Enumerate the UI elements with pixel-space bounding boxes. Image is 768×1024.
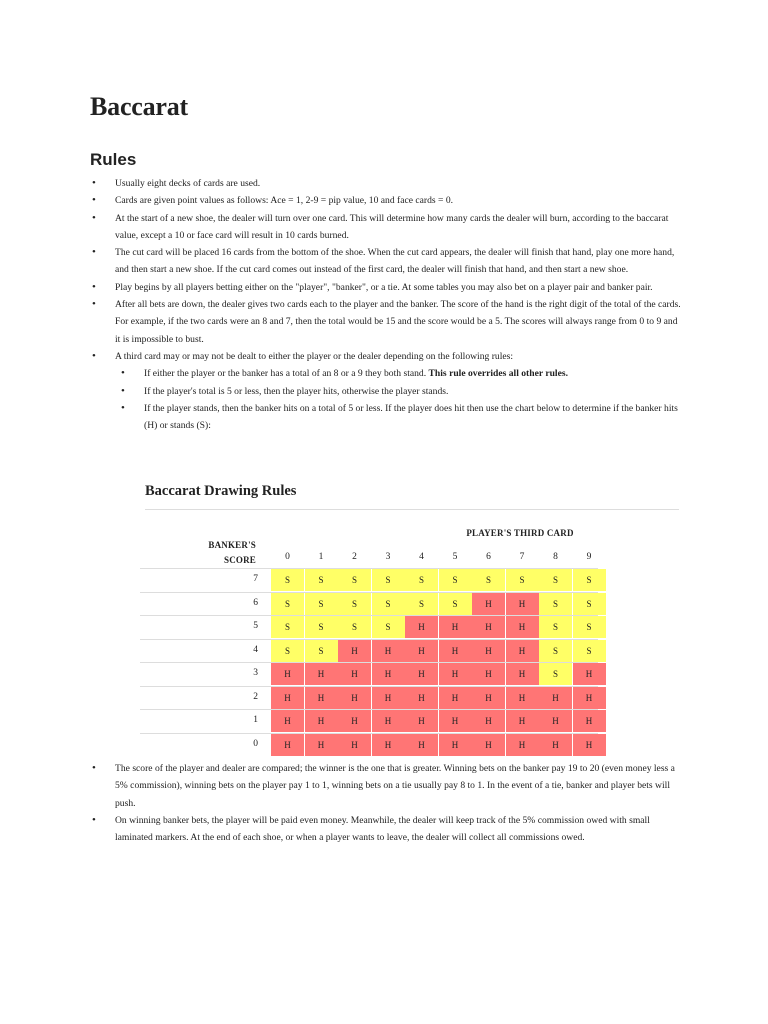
column-header: 9 [586,552,592,562]
column-header: 0 [285,552,290,562]
chart-cell: H [271,734,304,756]
chart-cell: S [271,569,304,591]
chart-cell: S [439,569,472,591]
row-header: 5 [253,621,258,631]
chart-cell: S [539,663,572,685]
chart-cell: S [372,616,405,638]
chart-cell: S [539,616,572,638]
rules-list [92,175,682,434]
chart-cell: S [573,640,606,662]
list-item: • At the start of a new shoe, the dealer will turn over one card. This will determine how many cards the dealer will burn, according to the baccarat value, except a 10 or face card will result in 10 cards burned. [92,210,682,245]
chart-cell: H [539,734,572,756]
chart-cell: H [405,710,438,732]
chart-cell: S [439,593,472,615]
chart-cell: H [372,687,405,709]
chart-cell: H [573,663,606,685]
chart-cell: S [539,593,572,615]
chart-cell: H [439,710,472,732]
chart-cell: S [305,616,338,638]
chart-cell: S [405,569,438,591]
chart-cell: S [271,640,304,662]
chart-cell: H [472,640,505,662]
chart-cell: S [573,593,606,615]
row-header: 4 [253,644,258,655]
list-item: • The cut card will be placed 16 cards from the bottom of the shoe. When the cut card appears, the dealer will finish that hand, play one more hand, and then start a new shoe. If the cut card comes out instead of the first card, the dealer will finish that hand, and then start a new shoe. [92,244,682,279]
chart-cell: H [338,734,371,756]
chart-cell: H [472,663,505,685]
chart-cell: H [372,663,405,685]
chart-cell: H [338,710,371,732]
chart-cell: H [338,640,371,662]
chart-cell: H [439,734,472,756]
chart-cell: H [439,616,472,638]
chart-cell: H [506,616,539,638]
chart-cell: S [573,616,606,638]
chart-cell: H [305,663,338,685]
chart-cell: H [472,687,505,709]
chart-cell: H [472,734,505,756]
chart-cell: H [271,710,304,732]
chart-cell: H [439,640,472,662]
section-title-rules: Rules [90,150,137,169]
chart-cell: H [472,616,505,638]
row-header: 1 [253,715,258,725]
chart-cell: H [372,710,405,732]
chart-cell: S [472,569,505,591]
chart-cell: H [372,640,405,662]
chart-cell: H [305,687,338,709]
chart-cell: H [439,687,472,709]
row-header: 6 [253,597,258,608]
chart-cell: H [338,663,371,685]
sub-rules-list [115,365,682,434]
chart-cell: S [506,569,539,591]
chart-cell: H [305,710,338,732]
row-header: 2 [253,691,258,702]
chart-cell: H [573,687,606,709]
sub-list-item: • If the player stands, then the banker hits on a total of 5 or less. If the player does hit then use the chart below to determine if the banker hits (H) or stands (S): [121,400,682,435]
chart-cell: H [405,687,438,709]
chart-cell: H [573,710,606,732]
chart-cell: S [338,616,371,638]
third-card-intro: A third card may or may not be dealt to either the player or the dealer depending on the following rules: [115,350,514,362]
list-item: • After all bets are down, the dealer gives two cards each to the player and the banker. The score of the hand is the right digit of the total of the cards. For example, if the two cards were an 8 and 7, then the total would be 15 and the score would be a 5. The scores will always range from 0 to 9 and it is impossible to bust. [92,296,682,348]
chart-cell: H [506,593,539,615]
chart-cell: S [271,616,304,638]
sub-rule-text: If either the player or the banker has a total of an 8 or a 9 they both stand. [144,368,427,380]
row-header: 3 [253,668,258,678]
chart-cell: S [305,640,338,662]
chart-cell: H [506,663,539,685]
chart-cell: H [372,734,405,756]
list-item: • Cards are given point values as follows: Ace = 1, 2-9 = pip value, 10 and face cards = 0. [92,192,682,209]
row-header: 0 [253,738,258,749]
bankers-label-line-1: BANKER'S [208,540,256,550]
chart-cell: H [472,593,505,615]
chart-cell: S [405,593,438,615]
chart-cell: H [439,663,472,685]
list-item: • On winning banker bets, the player will be paid even money. Meanwhile, the dealer will keep track of the 5% commission owed with small laminated markers. At the end of each shoe, or when a player wants to leave, the dealer will collect all commissions owed. [92,812,682,847]
chart-cell: H [506,710,539,732]
rules-list-continued [92,760,682,846]
chart-title: Baccarat Drawing Rules [145,483,297,499]
sub-list-item: • If the player's total is 5 or less, then the player hits, otherwise the player stands. [121,383,682,400]
chart-cell: H [271,687,304,709]
column-header: 7 [519,552,525,562]
chart-cell: H [405,640,438,662]
list-item: • The score of the player and dealer are compared; the winner is the one that is greater. Winning bets on the banker pay 19 to 20 (even money less a 5% commission), winning bets on the player pay 1 to 1, winning bets on a tie usually pay 8 to 1. In the event of a tie, banker and player bets will push. [92,760,682,812]
chart-cell: H [338,687,371,709]
chart-cell: S [305,593,338,615]
chart-cell: H [506,640,539,662]
chart-cell: S [271,593,304,615]
chart-cell: H [506,734,539,756]
sub-list-item [121,365,682,382]
chart-cell: S [372,593,405,615]
chart-cell: S [372,569,405,591]
list-item [92,348,682,434]
chart-cell: H [305,734,338,756]
chart-cell: H [539,687,572,709]
sub-rule-emphasis: This rule overrides all other rules. [428,368,568,380]
chart-cell: H [405,734,438,756]
column-header: 3 [385,552,391,562]
row-header: 7 [253,574,258,584]
bankers-score-label [180,538,256,568]
column-header: 4 [419,552,424,562]
column-header: 8 [553,552,558,562]
chart-cell: S [338,569,371,591]
chart-cell: H [271,663,304,685]
list-item: • Usually eight decks of cards are used. [92,175,682,192]
chart-cell: S [539,569,572,591]
chart-cell: S [539,640,572,662]
chart-cell: H [573,734,606,756]
divider [145,509,679,510]
page-title: Baccarat [90,92,189,121]
chart-cell: H [506,687,539,709]
list-item: • Play begins by all players betting either on the "player", "banker", or a tie. At some tables you may also bet on a player pair and banker pair. [92,279,682,296]
chart-cell: H [539,710,572,732]
players-third-card-label: PLAYER'S THIRD CARD [466,528,574,538]
chart-cell: H [405,663,438,685]
column-header: 5 [452,552,458,562]
column-header: 6 [486,552,491,562]
chart-cell: S [573,569,606,591]
column-header: 2 [352,552,357,562]
chart-cell: S [305,569,338,591]
column-header: 1 [318,552,324,562]
chart-cell: H [405,616,438,638]
bankers-label-line-2: SCORE [223,555,256,565]
chart-cell: H [472,710,505,732]
chart-cell: S [338,593,371,615]
